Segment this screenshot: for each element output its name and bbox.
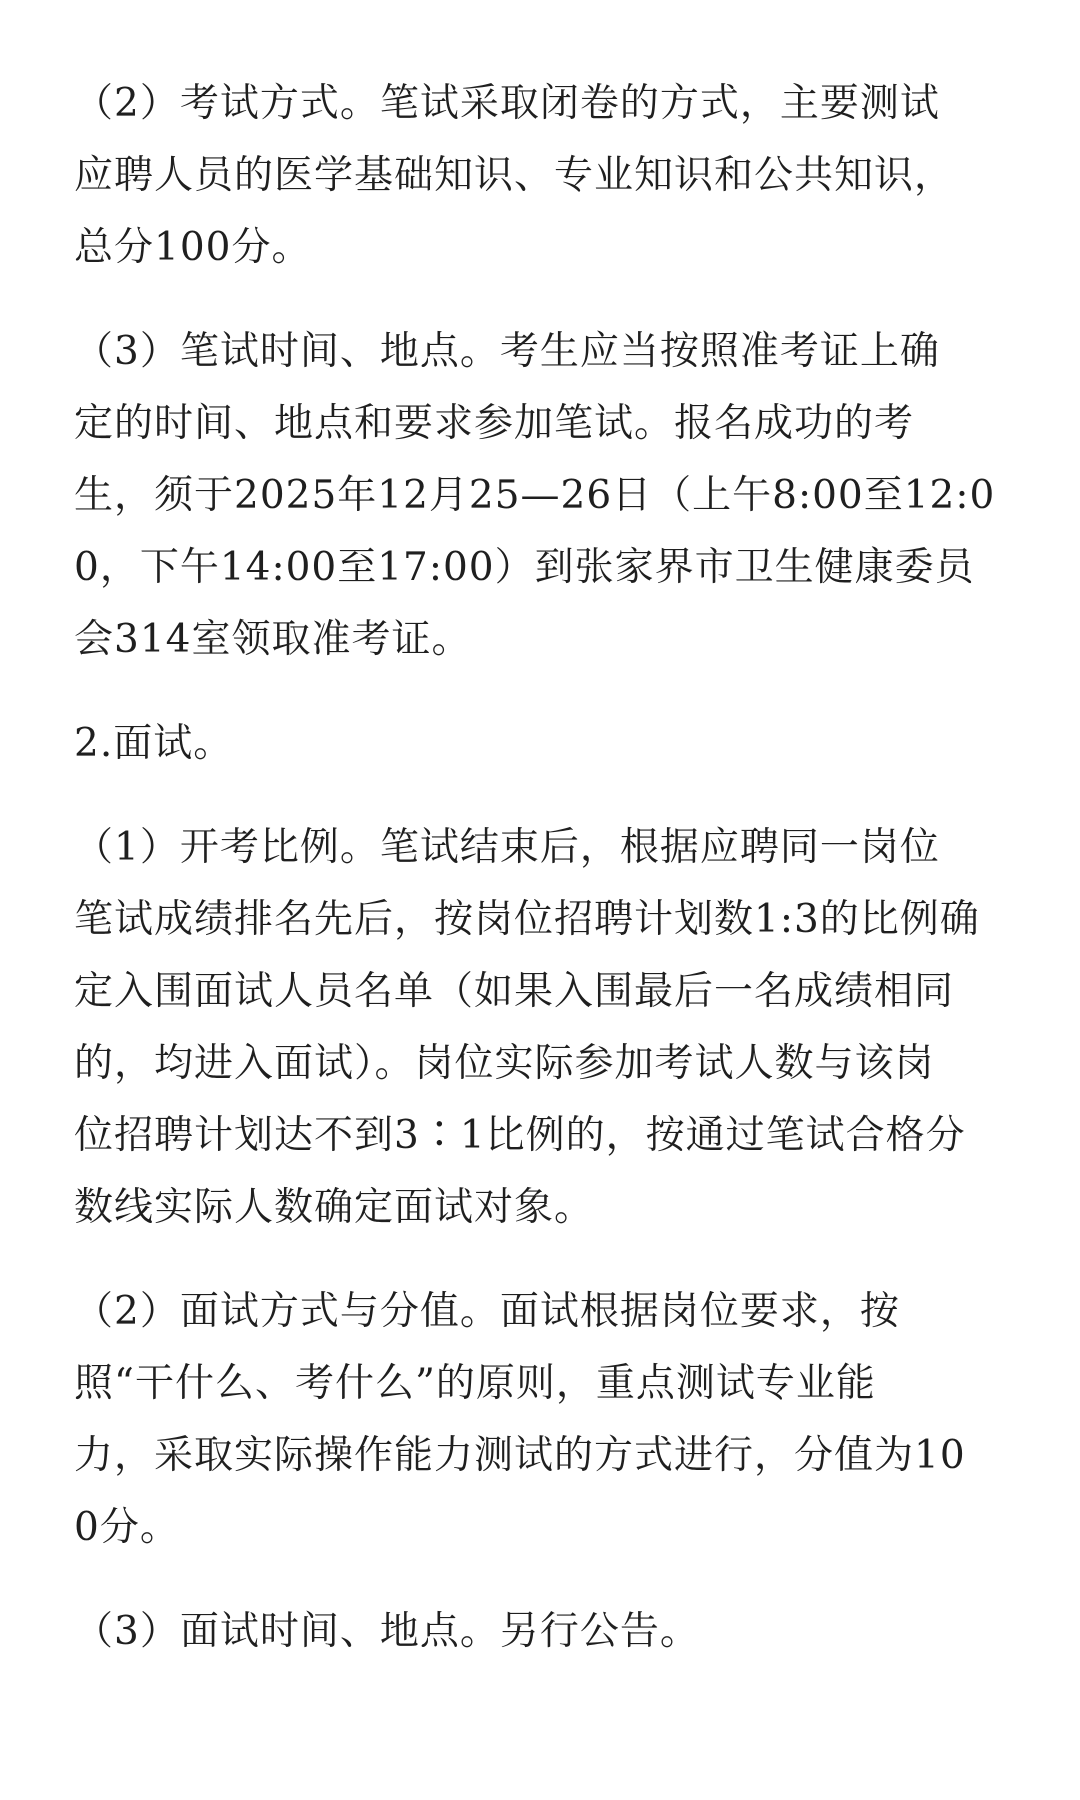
text-line: 总分100分。 bbox=[74, 225, 312, 270]
text-line: 位招聘计划达不到3∶1比例的，按通过笔试合格分 bbox=[74, 1113, 966, 1158]
text-line: 会314室领取准考证。 bbox=[74, 617, 472, 662]
text-line: 力，采取实际操作能力测试的方式进行，分值为10 bbox=[74, 1433, 966, 1478]
text-line: 0分。 bbox=[74, 1505, 180, 1550]
text-line: 定入围面试人员名单（如果入围最后一名成绩相同 bbox=[74, 969, 955, 1014]
text-line: 数线实际人数确定面试对象。 bbox=[74, 1185, 595, 1230]
text-line: 的，均进入面试）。岗位实际参加考试人数与该岗 bbox=[74, 1041, 935, 1086]
text-line: 定的时间、地点和要求参加笔试。报名成功的考 bbox=[74, 401, 915, 446]
paragraph-exam-method bbox=[74, 68, 1020, 284]
text-line: （2）考试方式。笔试采取闭卷的方式，主要测试 bbox=[74, 81, 940, 126]
text-line: 照“干什么、考什么”的原则，重点测试专业能 bbox=[74, 1361, 876, 1406]
text-line: （2）面试方式与分值。面试根据岗位要求，按 bbox=[74, 1289, 900, 1334]
text-line: （3）笔试时间、地点。考生应当按照准考证上确 bbox=[74, 329, 940, 374]
text-line: 0，下午14:00至17:00）到张家界市卫生健康委员 bbox=[74, 545, 975, 590]
paragraph-interview-method bbox=[74, 1276, 1020, 1564]
text-line: 生，须于2025年12月25—26日（上午8:00至12:0 bbox=[74, 473, 996, 518]
paragraph-interview-time-location bbox=[74, 1596, 1020, 1668]
text-line: 应聘人员的医学基础知识、专业知识和公共知识， bbox=[74, 153, 955, 198]
text-line: （1）开考比例。笔试结束后，根据应聘同一岗位 bbox=[74, 825, 940, 870]
paragraph-exam-time-location bbox=[74, 316, 1020, 676]
section-heading: 2.面试。 bbox=[74, 721, 234, 766]
paragraph-interview-ratio bbox=[74, 812, 1020, 1244]
text-line: （3）面试时间、地点。另行公告。 bbox=[74, 1609, 700, 1654]
section-heading-interview bbox=[74, 708, 1020, 780]
text-line: 笔试成绩排名先后，按岗位招聘计划数1:3的比例确 bbox=[74, 897, 980, 942]
